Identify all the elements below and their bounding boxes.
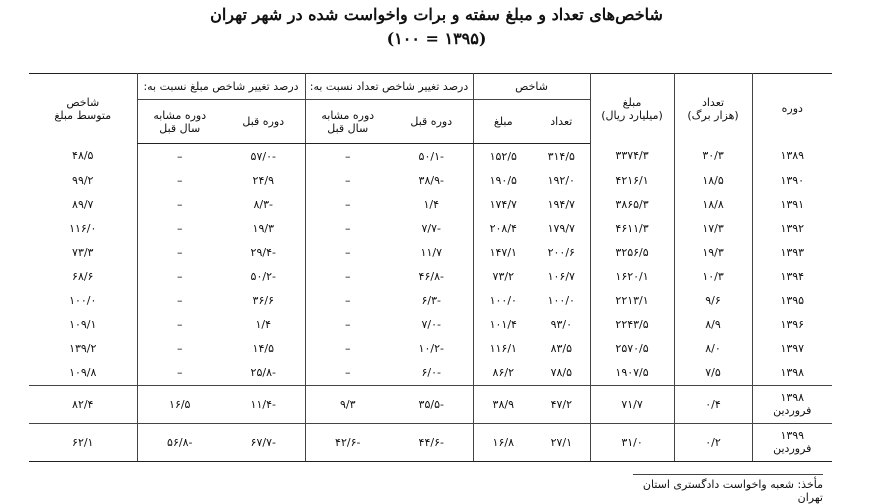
index-amount-cell: ۱۷۴/۷ (473, 192, 533, 216)
period-cell: ۱۳۹۴ (752, 264, 832, 288)
avg-amount-index-cell: ۱۰۹/۸ (69, 366, 97, 380)
period-cell (752, 385, 832, 423)
count-same-change-cell: ۹/۳ (305, 385, 390, 423)
period-cell: ۱۳۹۶ (752, 313, 832, 337)
amount-same-change-cell: – (137, 337, 222, 361)
index-count-cell: ۸۳/۵ (550, 342, 572, 356)
amount-prev-change-cell: -۲۹/۴ (250, 245, 276, 259)
index-amount-cell: ۱۵۲/۵ (473, 144, 533, 169)
period-month: فروردین (773, 442, 812, 456)
source-note: مأخذ: شعبه واخواست دادگستری استان تهران (633, 474, 823, 504)
header-count-prev: دوره قبل (390, 100, 473, 144)
index-amount-cell: ۱۴۷/۱ (473, 240, 533, 264)
header-index-count: تعداد (533, 100, 590, 144)
count-prev-change-cell: -۷/۷ (421, 221, 442, 235)
amount-cell: ۲۲۱۳/۱ (590, 289, 674, 313)
count-cell: ۸/۰ (674, 337, 752, 361)
period-cell: ۱۳۹۳ (752, 240, 832, 264)
index-count-cell: ۲۷/۱ (533, 423, 590, 461)
index-count-cell: ۱۰۶/۷ (547, 270, 575, 284)
amount-prev-change-cell: -۱۱/۴ (222, 385, 305, 423)
period-cell: ۱۳۹۵ (752, 289, 832, 313)
index-amount-cell: ۱۰۱/۴ (473, 313, 533, 337)
table-subtitle: (۱۰۰ = ۱۳۹۵) (386, 29, 487, 48)
amount-prev-change-cell: -۸/۳ (253, 197, 274, 211)
table-row (29, 385, 832, 423)
index-count-cell: ۳۱۴/۵ (547, 149, 575, 163)
amount-prev-change-cell: ۱۹/۳ (252, 221, 274, 235)
table-row (29, 337, 832, 361)
period-cell: ۱۳۹۲ (752, 216, 832, 240)
amount-prev-change-cell: ۲۴/۹ (252, 173, 274, 187)
avg-amount-index-cell: ۴۸/۵ (72, 149, 94, 163)
amount-same-change-cell: – (137, 192, 222, 216)
count-same-change-cell: – (305, 216, 390, 240)
amount-prev-change-cell: -۲۵/۸ (250, 366, 276, 380)
count-same-change-cell: – (305, 144, 390, 169)
amount-cell: ۳۳۷۴/۳ (590, 144, 674, 169)
table-body (29, 144, 832, 462)
avg-amount-index-cell: ۸۲/۴ (29, 385, 137, 423)
count-cell: ۸/۹ (674, 313, 752, 337)
index-amount-cell: ۱۱۶/۱ (473, 337, 533, 361)
avg-amount-index-cell: ۷۳/۳ (72, 245, 94, 259)
count-cell: ۱۸/۸ (674, 192, 752, 216)
period-cell: ۱۳۹۸ (752, 361, 832, 386)
count-cell: ۱۰/۳ (674, 264, 752, 288)
header-amount-change-group: درصد تغییر شاخص مبلغ نسبت به: (137, 74, 305, 100)
avg-amount-index-cell: ۱۱۶/۰ (69, 221, 97, 235)
header-amount (590, 74, 674, 144)
table-row (29, 423, 832, 461)
header-index-amount: مبلغ (473, 100, 533, 144)
table-row (29, 168, 832, 192)
index-amount-cell: ۲۰۸/۴ (473, 216, 533, 240)
header-amount-same-line2: سال قبل (159, 121, 201, 135)
period-cell: ۱۳۹۰ (752, 168, 832, 192)
statistics-table (29, 73, 832, 462)
count-cell: ۳۰/۳ (674, 144, 752, 169)
count-cell: ۰/۲ (674, 423, 752, 461)
amount-prev-change-cell: -۵۷/۰ (250, 149, 276, 163)
amount-same-change-cell: – (137, 144, 222, 169)
header-amount-prev: دوره قبل (222, 100, 305, 144)
count-same-change-cell: – (305, 192, 390, 216)
index-count-cell: ۱۹۴/۷ (547, 197, 575, 211)
amount-prev-change-cell: -۵۰/۲ (250, 270, 276, 284)
count-cell: ۱۹/۳ (674, 240, 752, 264)
count-same-change-cell: – (305, 240, 390, 264)
index-count-cell: ۱۰۰/۰ (547, 294, 575, 308)
avg-amount-index-cell: ۱۰۰/۰ (69, 294, 97, 308)
avg-amount-index-cell: ۹۹/۲ (72, 173, 94, 187)
index-count-cell: ۱۷۹/۷ (547, 221, 575, 235)
amount-same-change-cell: – (137, 361, 222, 386)
count-prev-change-cell: -۱۰/۲ (418, 342, 444, 356)
index-count-cell: ۲۰۰/۶ (547, 245, 575, 259)
amount-prev-change-cell: ۱۴/۵ (252, 342, 274, 356)
header-count-change-group: درصد تغییر شاخص تعداد نسبت به: (305, 74, 473, 100)
count-prev-change-cell: ۱۱/۷ (420, 245, 442, 259)
amount-same-change-cell: ۱۶/۵ (137, 385, 222, 423)
avg-amount-index-cell: ۱۰۹/۱ (69, 318, 97, 332)
table-row (29, 361, 832, 386)
period-year: ۱۳۹۸ (780, 391, 805, 405)
header-period: دوره (752, 74, 832, 144)
index-count-cell: ۴۷/۲ (533, 385, 590, 423)
header-amount-same-line1: دوره مشابه (153, 108, 207, 122)
count-cell: ۰/۴ (674, 385, 752, 423)
header-index-group: شاخص (473, 74, 590, 100)
avg-amount-index-cell: ۱۳۹/۲ (69, 342, 97, 356)
count-prev-change-cell: -۵۰/۱ (418, 149, 444, 163)
count-same-change-cell: – (305, 264, 390, 288)
period-cell: ۱۳۹۷ (752, 337, 832, 361)
header-avg-amount-index (29, 74, 137, 144)
amount-cell: ۱۶۲۰/۱ (590, 264, 674, 288)
header-count-same (305, 100, 390, 144)
amount-cell: ۴۶۱۱/۳ (590, 216, 674, 240)
index-count-cell: ۷۸/۵ (550, 366, 572, 380)
index-amount-cell: ۱۹۰/۵ (473, 168, 533, 192)
amount-cell: ۲۲۴۳/۵ (590, 313, 674, 337)
count-prev-change-cell: -۶/۰ (421, 366, 442, 380)
count-same-change-cell: – (305, 361, 390, 386)
amount-prev-change-cell: ۳۶/۶ (252, 294, 274, 308)
amount-same-change-cell: – (137, 168, 222, 192)
header-amount-unit: (میلیارد ریال) (601, 108, 663, 122)
amount-cell: ۴۲۱۶/۱ (590, 168, 674, 192)
amount-same-change-cell: – (137, 289, 222, 313)
table-row (29, 192, 832, 216)
count-same-change-cell: – (305, 313, 390, 337)
table-row (29, 240, 832, 264)
header-amount-label: مبلغ (622, 95, 642, 109)
index-count-cell: ۱۹۲/۰ (547, 173, 575, 187)
count-cell: ۷/۵ (674, 361, 752, 386)
count-prev-change-cell: -۴۴/۶ (390, 423, 473, 461)
header-count-label: تعداد (701, 95, 725, 109)
amount-cell: ۳۲۵۶/۵ (590, 240, 674, 264)
amount-same-change-cell: – (137, 264, 222, 288)
index-amount-cell: ۱۰۰/۰ (473, 289, 533, 313)
count-prev-change-cell: -۶/۳ (421, 294, 442, 308)
count-prev-change-cell: -۴۶/۸ (418, 270, 444, 284)
index-amount-cell: ۱۶/۸ (473, 423, 533, 461)
amount-cell: ۳۸۶۵/۳ (590, 192, 674, 216)
count-prev-change-cell: -۳۸/۹ (418, 173, 444, 187)
count-prev-change-cell: -۳۵/۵ (390, 385, 473, 423)
amount-cell: ۷۱/۷ (590, 385, 674, 423)
amount-same-change-cell: – (137, 216, 222, 240)
header-count-unit: (هزار برگ) (687, 108, 739, 122)
amount-prev-change-cell: -۶۷/۷ (222, 423, 305, 461)
avg-amount-index-cell: ۶۸/۶ (72, 270, 94, 284)
index-amount-cell: ۳۸/۹ (473, 385, 533, 423)
count-same-change-cell: – (305, 168, 390, 192)
count-same-change-cell: – (305, 337, 390, 361)
table-row (29, 144, 832, 169)
count-cell: ۱۸/۵ (674, 168, 752, 192)
index-amount-cell: ۸۶/۲ (473, 361, 533, 386)
table-row (29, 289, 832, 313)
table-row (29, 264, 832, 288)
period-year: ۱۳۹۹ (780, 429, 805, 443)
amount-prev-change-cell: ۱/۴ (255, 318, 272, 332)
period-cell: ۱۳۹۱ (752, 192, 832, 216)
count-prev-change-cell: ۱/۴ (423, 197, 440, 211)
amount-same-change-cell: – (137, 240, 222, 264)
amount-cell: ۱۹۰۷/۵ (590, 361, 674, 386)
count-same-change-cell: – (305, 289, 390, 313)
header-count-same-line1: دوره مشابه (321, 108, 375, 122)
count-cell: ۹/۶ (674, 289, 752, 313)
avg-amount-index-cell: ۸۹/۷ (72, 197, 94, 211)
header-avg-line1: شاخص (66, 95, 100, 109)
count-prev-change-cell: -۷/۰ (421, 318, 442, 332)
header-count (674, 74, 752, 144)
avg-amount-index-cell: ۶۲/۱ (29, 423, 137, 461)
amount-cell: ۳۱/۰ (590, 423, 674, 461)
period-cell (752, 423, 832, 461)
period-cell: ۱۳۸۹ (752, 144, 832, 169)
header-count-same-line2: سال قبل (327, 121, 369, 135)
period-month: فروردین (773, 404, 812, 418)
count-cell: ۱۷/۳ (674, 216, 752, 240)
amount-same-change-cell: -۵۶/۸ (137, 423, 222, 461)
amount-cell: ۲۵۷۰/۵ (590, 337, 674, 361)
table-title: شاخص‌های تعداد و مبلغ سفته و برات واخواست شده در شهر تهران (210, 5, 663, 24)
index-count-cell: ۹۳/۰ (550, 318, 572, 332)
table-row (29, 216, 832, 240)
count-same-change-cell: -۴۲/۶ (305, 423, 390, 461)
amount-same-change-cell: – (137, 313, 222, 337)
table-row (29, 313, 832, 337)
index-amount-cell: ۷۳/۲ (473, 264, 533, 288)
header-avg-line2: متوسط مبلغ (54, 108, 112, 122)
header-amount-same (137, 100, 222, 144)
